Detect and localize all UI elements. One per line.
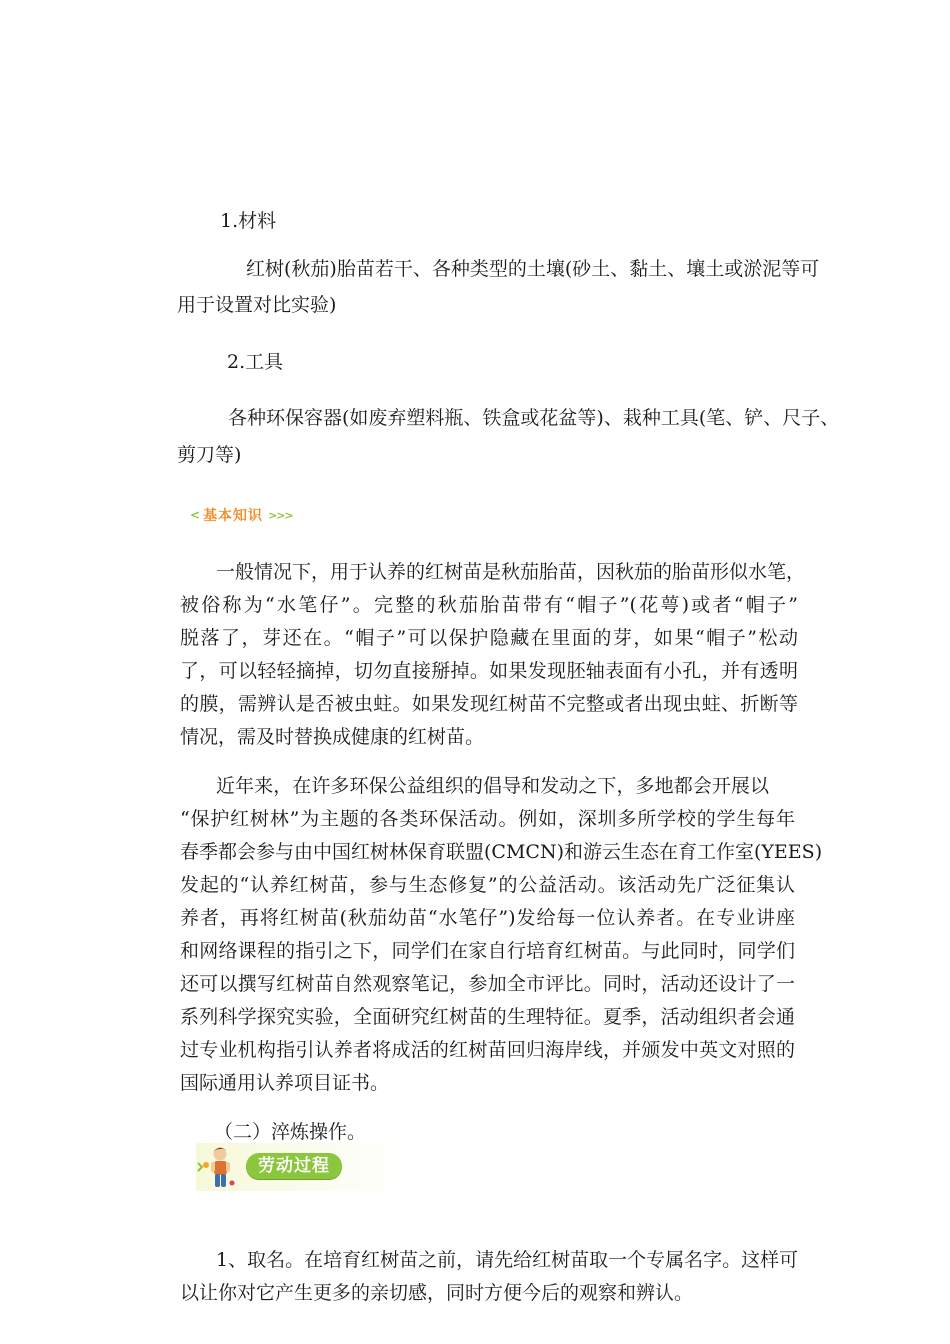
paragraph2-line: 养者，再将红树苗(秋茄幼苗“水笔仔”)发给每一位认养者。在专业讲座 bbox=[180, 907, 795, 929]
materials-text-line-1: 红树(秋茄)胎苗若干、各种类型的土壤(砂土、黏土、壤土或淤泥等可 bbox=[246, 258, 820, 280]
section-heading: （二）淬炼操作。 bbox=[214, 1121, 367, 1143]
paragraph2-line: 国际通用认养项目证书。 bbox=[180, 1072, 390, 1094]
materials-heading: 1.材料 bbox=[220, 210, 277, 232]
chevron-left-icon: < bbox=[190, 508, 201, 522]
paragraph2-line: 发起的“认养红树苗，参与生态修复”的公益活动。该活动先广泛征集认 bbox=[180, 874, 795, 896]
paragraph2-line: 春季都会参与由中国红树林保育联盟(CMCN)和游云生态在育工作室(YEES) bbox=[180, 841, 823, 863]
tools-heading: 2.工具 bbox=[227, 351, 284, 373]
basic-knowledge-title: 基本知识 bbox=[203, 508, 264, 524]
step1-line: 以让你对它产生更多的亲切感，同时方便今后的观察和辨认。 bbox=[180, 1282, 694, 1304]
child-figure-icon bbox=[196, 1143, 246, 1191]
paragraph2-line: 近年来，在许多环保公益组织的倡导和发动之下，多地都会开展以 bbox=[216, 775, 769, 797]
materials-text-line-2: 用于设置对比实验) bbox=[177, 294, 337, 316]
tools-text-line-1: 各种环保容器(如废弃塑料瓶、铁盒或花盆等)、栽种工具(笔、铲、尺子、 bbox=[228, 407, 840, 429]
labor-process-banner bbox=[196, 1143, 411, 1191]
paragraph1-line: 被俗称为“水笔仔”。完整的秋茄胎苗带有“帽子”(花萼)或者“帽子” bbox=[180, 594, 798, 616]
basic-knowledge-banner bbox=[190, 503, 293, 527]
paragraph2-line: 系列科学探究实验，全面研究红树苗的生理特征。夏季，活动组织者会通 bbox=[180, 1006, 795, 1028]
paragraph2-line: 和网络课程的指引之下，同学们在家自行培育红树苗。与此同时，同学们 bbox=[180, 940, 795, 962]
paragraph1-line: 的膜，需辨认是否被虫蛀。如果发现红树苗不完整或者出现虫蛀、折断等 bbox=[180, 693, 798, 715]
paragraph2-line: 过专业机构指引认养者将成活的红树苗回归海岸线，并颁发中英文对照的 bbox=[180, 1039, 795, 1061]
paragraph2-line: 还可以撰写红树苗自然观察笔记，参加全市评比。同时，活动还设计了一 bbox=[180, 973, 795, 995]
paragraph1-line: 情况，需及时替换成健康的红树苗。 bbox=[180, 726, 485, 748]
paragraph1-line: 了，可以轻轻摘掉，切勿直接掰掉。如果发现胚轴表面有小孔，并有透明 bbox=[180, 660, 798, 682]
paragraph1-line: 脱落了，芽还在。“帽子”可以保护隐藏在里面的芽，如果“帽子”松动 bbox=[180, 627, 798, 649]
paragraph2-line: “保护红树林”为主题的各类环保活动。例如，深圳多所学校的学生每年 bbox=[180, 808, 795, 830]
triple-arrow-icon: >>> bbox=[268, 508, 293, 522]
labor-process-title: 劳动过程 bbox=[246, 1153, 342, 1179]
paragraph1-line: 一般情况下，用于认养的红树苗是秋茄胎苗，因秋茄的胎苗形似水笔， bbox=[216, 561, 806, 583]
tools-text-line-2: 剪刀等) bbox=[177, 444, 242, 466]
step1-line: 1、取名。在培育红树苗之前，请先给红树苗取一个专属名字。这样可 bbox=[216, 1249, 799, 1271]
